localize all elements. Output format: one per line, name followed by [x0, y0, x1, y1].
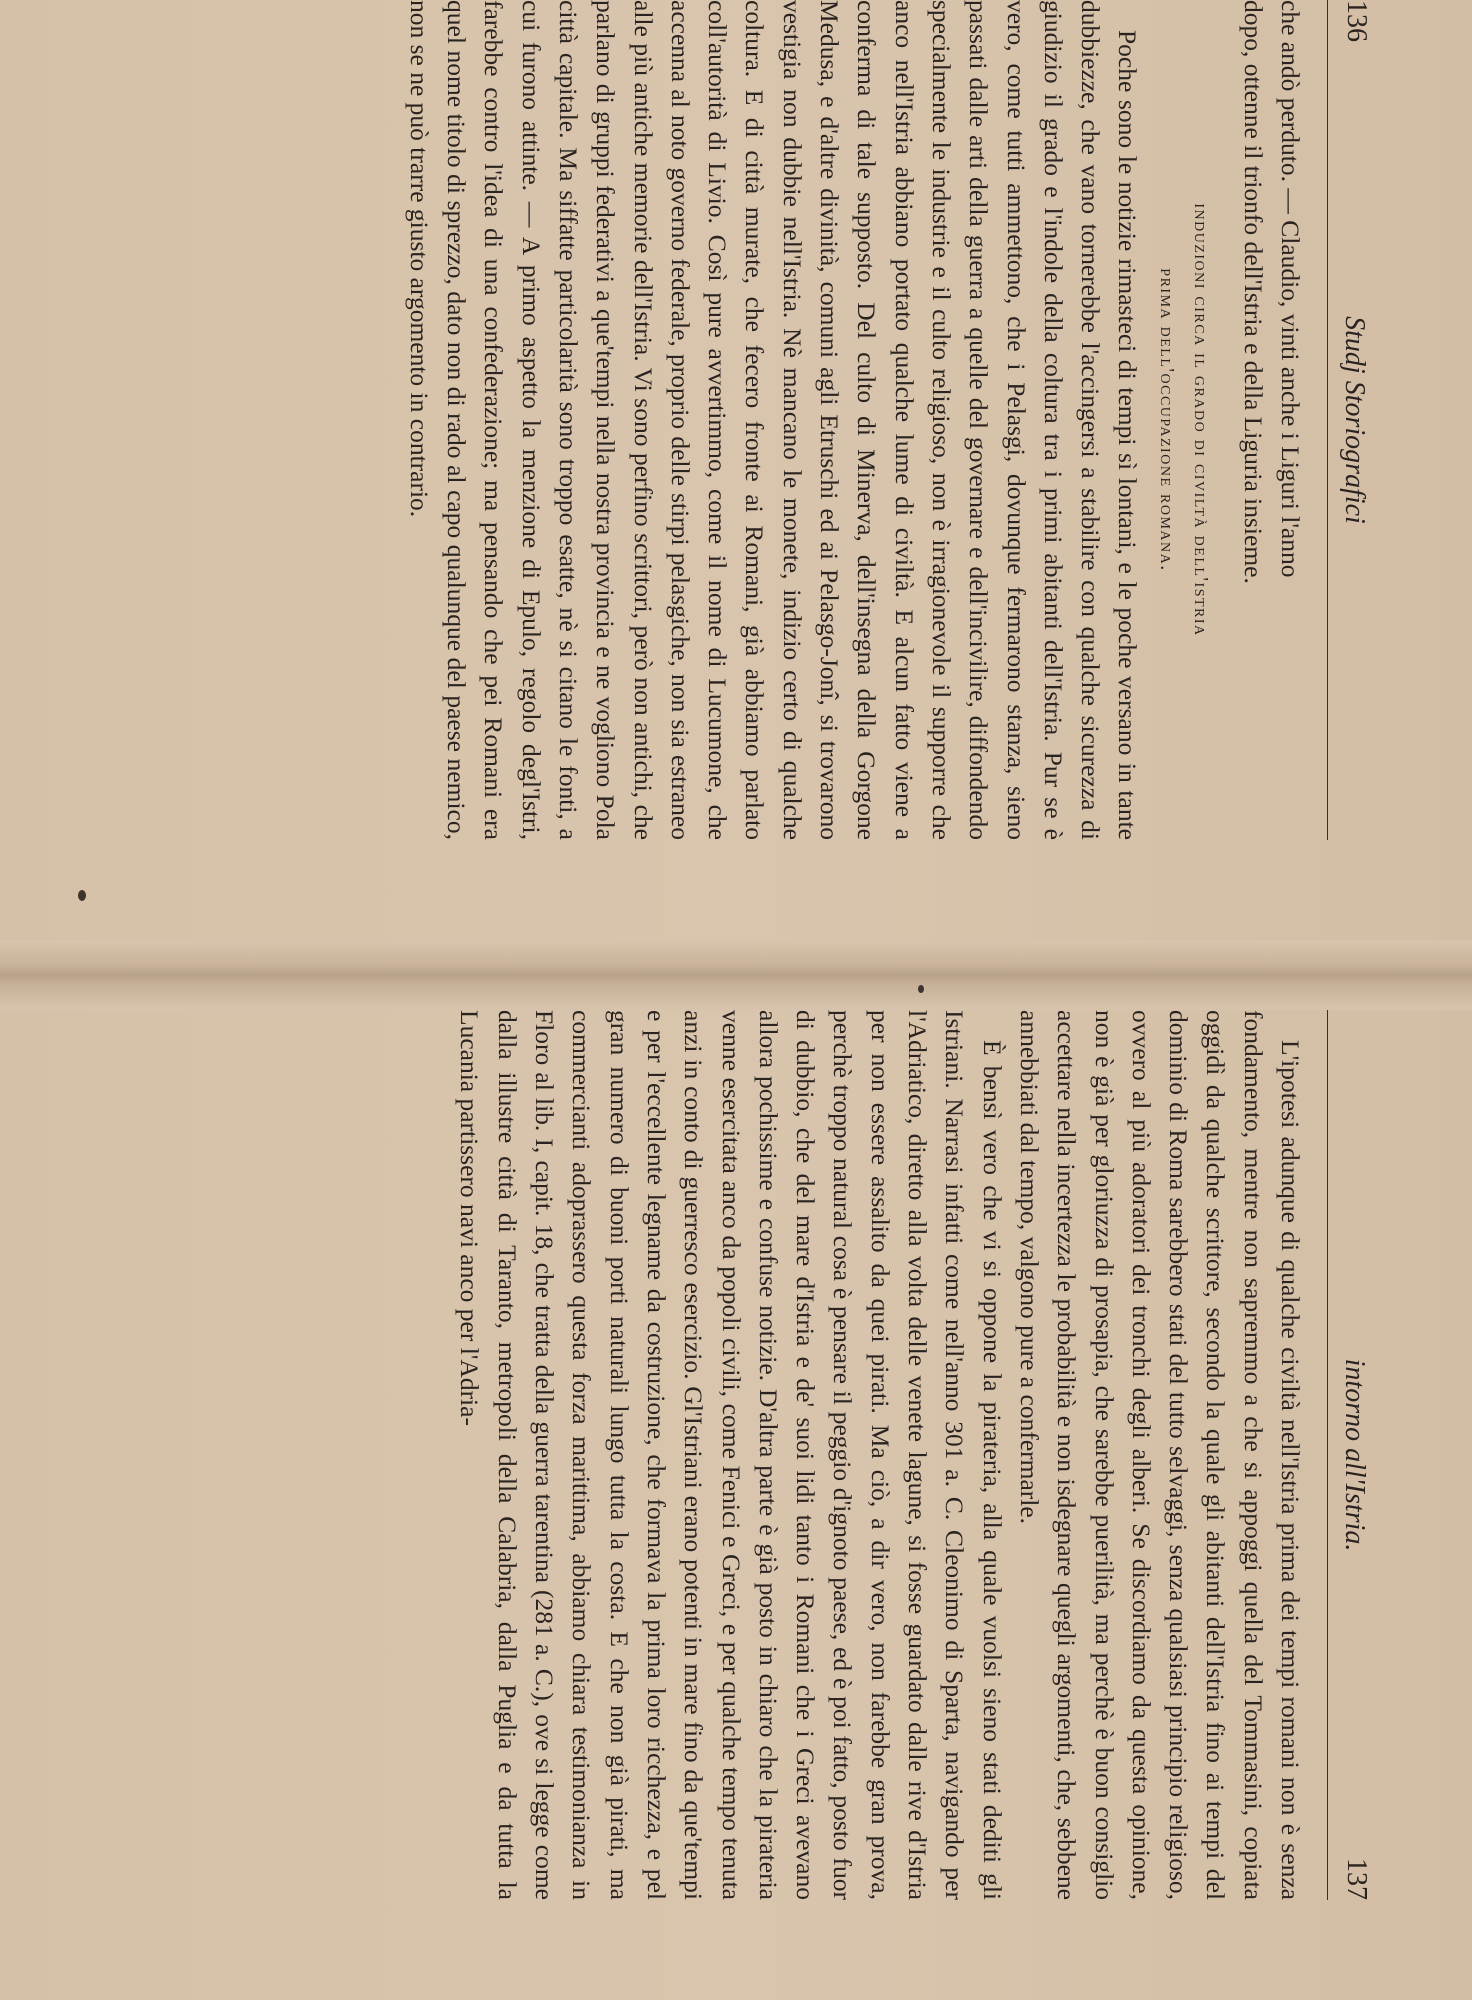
right-page-header — [1327, 1010, 1372, 1900]
page-number: 136 — [1341, 0, 1372, 42]
left-page-header — [1327, 0, 1372, 840]
opening-line: dopo, ottenne il trionfo dell'Istria e della Liguria insieme. — [1238, 0, 1268, 584]
section-heading-line: induzioni circa il grado di civiltà dell'istria — [1190, 203, 1213, 637]
body-paragraph: È bensì vero che vi si oppone la pirateria, alla quale vuolsi sieno stati dediti gli Istriani. Narrasi infatti come nell'anno 301 a. C. Cleonimo di Sparta, navigando per l'Adriatico, diretto alla volta delle venete lagune, si fosse guardato dalle rive d'Istria per non essere assalito da quei pirati. Ma ciò, a dir vero, non farebbe gran prova, perchè troppo natural cosa è pensare il peggio d'ignoto paese, ed è poi fatto, posto fuor di dubbio, che del mare d'Istria e de' suoi lidi tanto i Romani che i Greci avevano allora pochissime e confuse notizie. D'altra parte è già posto in chiaro che la pirateria venne esercitata anco da popoli civili, come Fenici e Greci, e per qualche tempo tenuta anzi in conto di guerresco esercizio. Gl'Istriani erano potenti in mare fino da que'tempi e per l'eccellente legname da costruzione, che formava la prima loro ricchezza, e pel gran numero di buoni porti naturali lungo tutta la costa. E che non già pirati, ma commercianti adoprassero questa forza marittima, abbiamo chiara testimonianza in Floro al lib. I, capit. 18, che tratta della guerra tarentina (281 a. C.), ove si legge come dalla illustre città di Taranto, metropoli della Calabria, dalla Puglia e da tutta la Lucania partissero navi anco per l'Adria- — [455, 1010, 1007, 1900]
right-page-text — [451, 1010, 1309, 1900]
running-head: Studj Storiografici — [1339, 316, 1370, 524]
running-head: intorno all'Istria. — [1339, 1358, 1370, 1552]
ink-smudge — [78, 890, 86, 901]
ink-smudge — [918, 985, 924, 993]
left-page — [0, 0, 1472, 940]
page-number: 137 — [1341, 1858, 1372, 1900]
right-page — [0, 1010, 1472, 2000]
book-spine — [0, 940, 1472, 1010]
body-paragraph: Poche sono le notizie rimasteci di tempi sì lontani, e le poche versano in tante dubbiezze, che vano tornerebbe l'accingersi a stabilire con qualche sicurezza di giudizio il grado e l'indole della coltura tra i primi abitanti dell'Istria. Pur se è vero, come tutti ammettono, che i Pelasgi, dovunque fermarono stanza, sieno passati dalle arti della guerra a quelle del governare e dell'incivilire, diffondendo specialmente le industrie e il culto religioso, non è irragionevole il supporre che anco nell'Istria abbiano portato qualche lume di civiltà. E alcun fatto viene a conferma di tale supposto. Del culto di Minerva, dell'insegna della Gorgone Medusa, e d'altre divinità, comuni agli Etruschi ed ai Pelasgo-Jonî, si trovarono vestigia non dubbie nell'Istria. Nè mancano le monete, indizio certo di qualche coltura. E di città murate, che fecero fronte ai Romani, già abbiamo parlato coll'autorità di Livio. Così pure avvertimmo, come il nome di Lucumone, che accenna al noto governo federale, proprio delle stirpi pelasgiche, non sia estraneo alle più antiche memorie dell'Istria. Vi sono perfino scrittori, però non antichi, che parlano di gruppi federativi a que'tempi nella nostra provincia e ne vogliono Pola città capitale. Ma siffatte particolarità sono troppo esatte, nè si citano le fonti, a cui furono attinte. — A primo aspetto la menzione di Epulo, regolo degl'Istri, farebbe contro l'idea di una confederazione; ma pensando che pei Romani era quel nome titolo di sprezzo, dato non di rado al capo qualunque del paese nemico, non se ne può trarre giusto argomento in contrario. — [404, 0, 1143, 840]
opening-line: che andò perduto. — Claudio, vinti anche i Liguri l'anno — [1276, 0, 1305, 578]
left-page-text — [400, 0, 1309, 840]
section-heading — [1150, 0, 1218, 840]
body-paragraph: L'ipotesi adunque di qualche civiltà nell'Istria prima dei tempi romani non è senza fondamento, mentre non sapremmo a che si appoggi quella del Tommasini, copiata oggidì da qualche scrittore, secondo la quale gli abitanti dell'Istria fino ai tempi del dominio di Roma sarebbero stati del tutto selvaggi, senza qualsiasi principio religioso, ovvero al più adoratori dei tronchi degli alberi. Se discordiamo da questa opinione, non è già per gloriuzza di prosapia, che sarebbe puerilità, ma perchè è buon consiglio accettare nella incertezza le probabilità e non isdegnare quegli argomenti, che, sebbene annebbiati dal tempo, valgono pure a confermarle. — [1014, 1010, 1305, 1900]
section-heading-line: prima dell'occupazione romana. — [1156, 268, 1179, 572]
